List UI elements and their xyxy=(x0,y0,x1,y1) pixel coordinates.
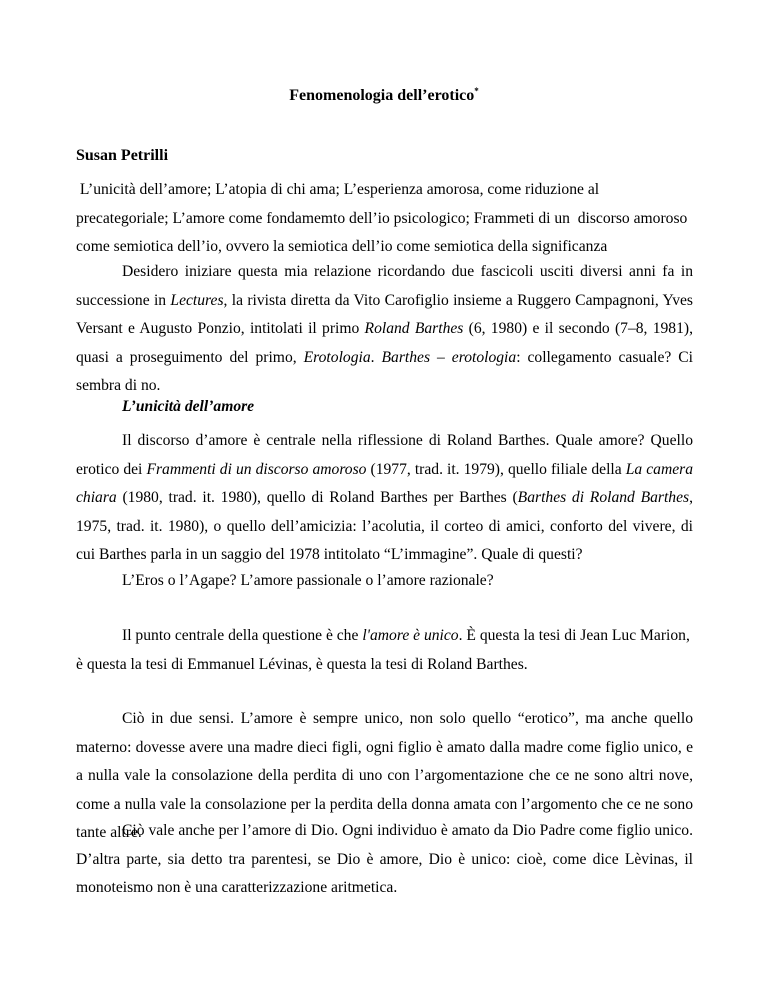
text-run: Il punto centrale della questione è che xyxy=(122,627,363,644)
text-run: . xyxy=(370,348,382,366)
paragraph-eros-agape xyxy=(76,567,693,596)
text-run: (1980, trad. it. 1980), quello di Roland Barthes per Barthes ( xyxy=(116,489,518,506)
italic-phrase: l'amore è unico xyxy=(362,627,459,644)
text-run: . È questa la tesi di Jean Luc Marion, è questa la tesi di Emmanuel Lévinas, è questa la tesi di Roland Barthes. xyxy=(76,627,690,673)
paragraph-love-unique xyxy=(76,622,693,679)
text-run: (1977, trad. it. 1979), quello filiale della xyxy=(366,460,626,478)
paragraph-text: Ciò in due sensi. L’amore è sempre unico, non solo quello “erotico”, ma anche quello materno: dovesse avere una madre dieci figli, ogni figlio è amato dalla madre come figlio unico, e a nulla vale la consolazione della perdita di uno con l’argomentazione che ce ne sono altri nove, come a nulla vale la consolazione per la perdita della donna amata con l’argomento che ce ne sono tante altre. xyxy=(76,710,693,841)
paragraph-love-discourse xyxy=(76,427,693,570)
text-run: , la rivista diretta da Vito Carofiglio insieme a Ruggero Campagnoni, Yves Versant e Augusto Ponzio, intitolati il primo xyxy=(76,291,694,337)
author-name: Susan Petrilli xyxy=(76,147,169,164)
journal-title: Lectures xyxy=(170,291,224,309)
paragraph-text: Ciò vale anche per l’amore di Dio. Ogni individuo è amato da Dio Padre come figlio unico. D’altra parte, sia detto tra parentesi, se Dio è amore, Dio è unico: cioè, come dice Lèvinas, il monoteismo non è una caratterizzazione aritmetica. xyxy=(76,822,693,896)
section-heading: L’unicità dell’amore xyxy=(122,398,255,415)
book-title: Barthes di Roland Barthes xyxy=(517,489,690,506)
text-run: (6, 1980) e il secondo (7–8, 1981), quasi a proseguimento del primo, xyxy=(76,320,693,366)
italic-phrase: Barthes – erotologia xyxy=(381,348,517,366)
paragraph-intro xyxy=(76,258,693,401)
title-text: Fenomenologia dell’erotico xyxy=(289,87,475,104)
issue-title: Roland Barthes xyxy=(364,320,464,337)
book-title: Frammenti di un discorso amoroso xyxy=(146,460,367,478)
paragraph-love-of-god xyxy=(76,817,693,903)
page-title xyxy=(0,86,768,105)
text-run: : collegamento casuale? Ci sembra di no. xyxy=(76,348,693,394)
book-title: La camera chiara xyxy=(76,460,693,506)
text-run: Il discorso d’amore è centrale nella riflessione di Roland Barthes. Quale amore? Quello erotico dei xyxy=(76,432,693,478)
text-run: Desidero iniziare questa mia relazione ricordando due fascicoli usciti diversi anni fa in successione in xyxy=(76,263,693,309)
abstract-keywords: L’unicità dell’amore; L’atopia di chi ama; L’esperienza amorosa, come riduzione al precategoriale; L’amore come fondamemto dell’io psicologico; Frammeti di un discorso amoroso come semiotica dell’io, ovvero la semiotica dell’io come semiotica della significanza xyxy=(76,181,692,255)
title-footnote-mark: * xyxy=(474,86,479,96)
issue-title: Erotologia xyxy=(303,348,371,366)
paragraph-text: L’Eros o l’Agape? L’amore passionale o l’amore razionale? xyxy=(122,572,494,589)
text-run: , 1975, trad. it. 1980), o quello dell’amicizia: l’acolutia, il corteo di amici, conforto del vivere, di cui Barthes parla in un saggio del 1978 intitolato “L’immagine”. Quale di questi? xyxy=(76,489,693,563)
